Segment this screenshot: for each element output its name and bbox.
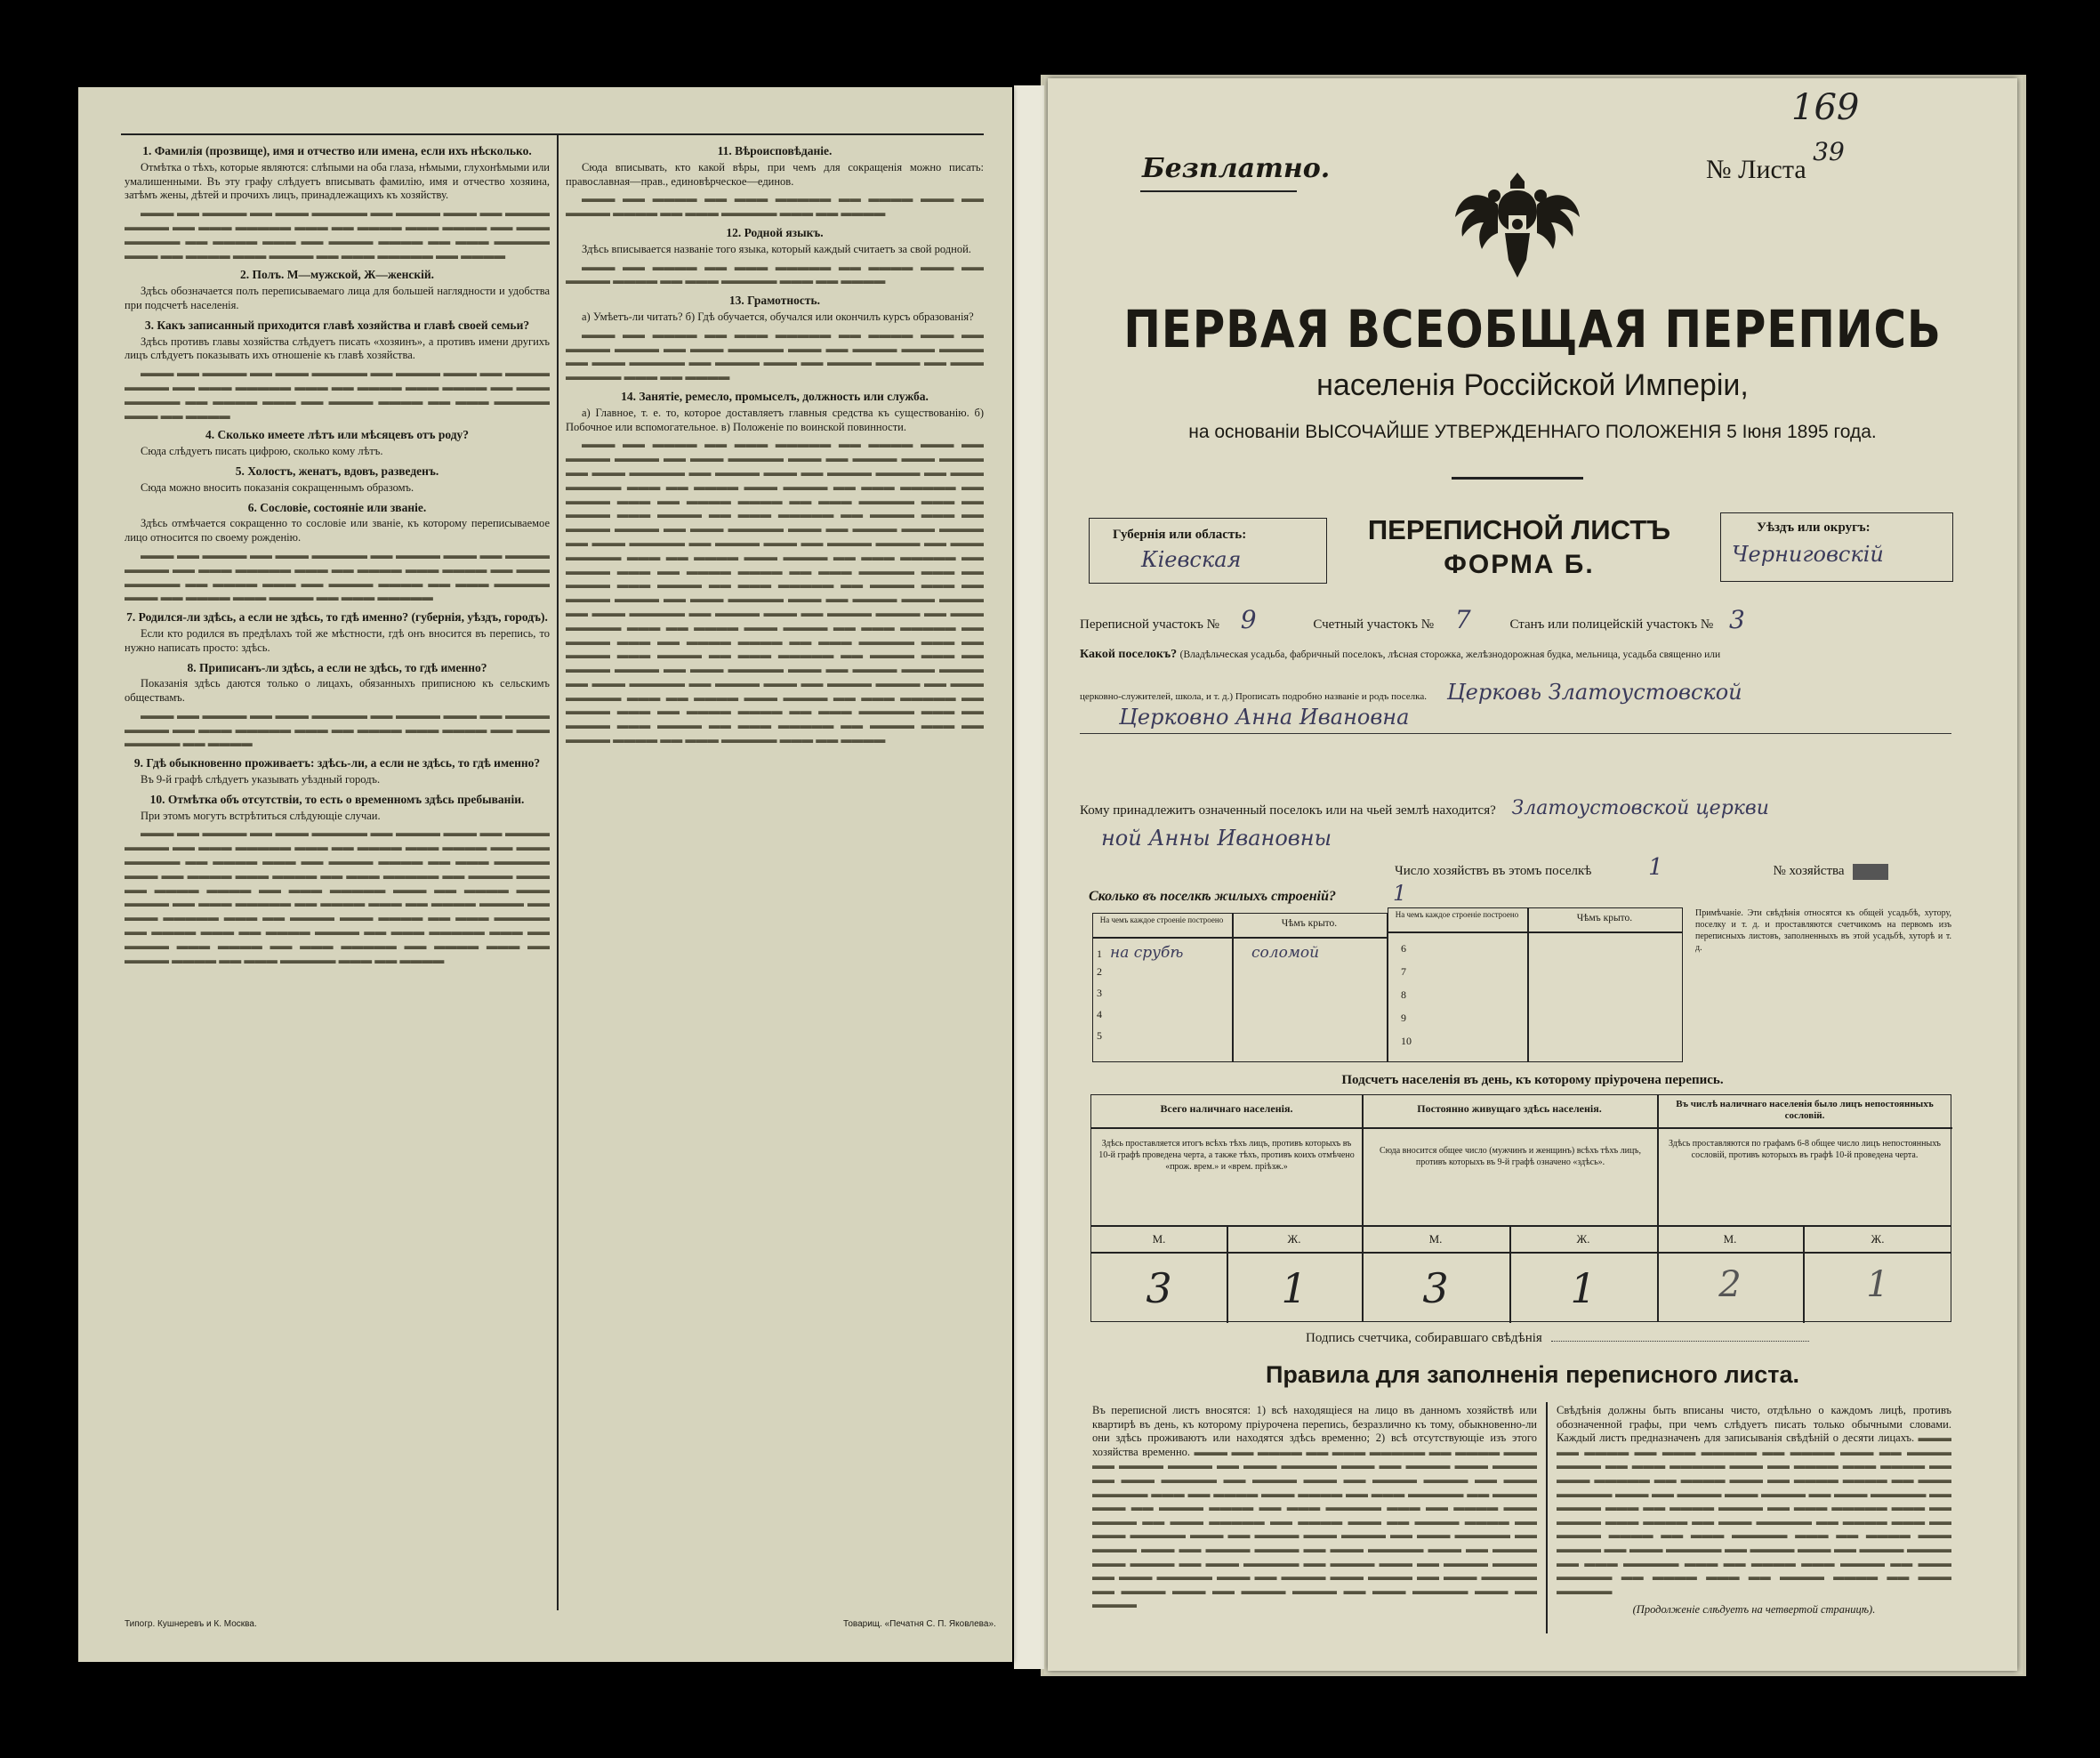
building-row: 6 [1401,942,1406,955]
section-body: Показанія здѣсь даются только о лицахъ, обязанныхъ приписною къ сельскимъ обществамъ. [125,677,550,705]
counter-signature [1306,1331,1982,1346]
building-row: 4 [1097,1008,1102,1020]
sheet-number-value: 39 [1813,137,1845,166]
form-title: ПЕРЕПИСНОЙ ЛИСТЪ [1367,514,1671,545]
district-value: Черниговскій [1732,542,1884,567]
building-row: 5 [1097,1029,1102,1042]
section-heading: 12. Родной языкъ. [726,225,824,239]
section-heading: 14. Занятіе, ремесло, промыселъ, должность или служба. [621,389,929,403]
counter-signature-label: Подпись счетчика, собиравшаго свѣдѣнія [1306,1331,1542,1345]
footer-right: Товарищ. «Печатня С. П. Яковлева». [843,1619,996,1629]
buildings-header-built: На чемъ каждое строеніе построено [1395,910,1519,919]
owner-row [1080,797,1960,819]
right-column [566,139,984,751]
pop-note-nonpermanent: Здѣсь проставляются по графамъ 6-8 общее число лицъ непостоянныхъ сословій, противъ которыхъ въ графѣ 10-й проведена черта. [1669,1139,1941,1160]
pop-value: 2 [1718,1264,1742,1305]
settlement-value: Церковь Златоустовской [1446,680,1742,705]
owner-label: Кому принадлежитъ означенный поселокъ или на чьей землѣ находится? [1080,803,1496,818]
pop-header-permanent: Постоянно живущаго здѣсь населенія. [1417,1102,1602,1115]
rules-divider [1546,1402,1548,1633]
section-8 [125,661,550,752]
province-box [1089,518,1327,584]
section-13 [566,294,984,384]
buildings-table-left [1092,913,1388,1062]
dwellings-row [1089,881,1622,906]
sex-label: Ж. [1871,1232,1885,1246]
buildings-header-built: На чемъ каждое строеніе построено [1099,915,1224,924]
top-rule [121,133,984,135]
section-body: Здѣсь противъ главы хозяйства слѣдуетъ писать «хозяинъ», а противъ имени другихъ лицъ слѣдуетъ показывать ихъ отношеніе къ главѣ хозяйства. [125,335,550,362]
section-body: При этомъ могутъ встрѣтиться слѣдующіе случаи. [141,809,381,822]
buildings-header-roof: Чѣмъ крыто. [1576,913,1633,923]
settlement-hint-2: церковно-служителей, школа, и т. д.) Прописать подробно названіе и родъ поселка. [1080,691,1427,702]
section-heading: 3. Какъ записанный приходится главѣ хозяйства и главѣ своей семьи? [144,318,530,332]
population-table [1090,1094,1951,1322]
building-row: 9 [1401,1012,1406,1024]
section-heading: 7. Родился-ли здѣсь, а если не здѣсь, то гдѣ именно? (губернія, уѣздъ, городъ). [126,610,548,625]
sex-label: М. [1428,1232,1443,1246]
rules-left-text: Въ переписной листъ вносятся: 1) всѣ находящіеся на лицо въ данномъ хозяйствѣ или квартирѣ въ день, къ которому пріурочена перепись, безразлично къ тому, обыкновенно-ли они здѣсь проживаютъ или находятся здѣсь временно; 2) всѣ отсутствующіе изъ этого хозяйства временно. [1092,1404,1537,1458]
title-divider [1452,477,1583,480]
section-body: Здѣсь вписывается названіе того языка, который каждый считаетъ за свой родной. [582,242,971,255]
free-underline [1140,190,1297,192]
pop-value: 3 [1422,1264,1449,1312]
households-value: 1 [1648,854,1663,881]
pop-note-total: Здѣсь проставляется итогъ всѣхъ тѣхъ лицъ, противъ которыхъ въ 10-й графѣ проведена черта, а также тѣхъ, противъ коихъ отмѣчено «прож. врем.» и «врем. пріѣзж.» [1098,1139,1355,1172]
right-page [1048,78,2017,1671]
pop-note-permanent: Сюда вносится общее число (мужчинъ и женщинъ) всѣхъ тѣхъ лицъ, противъ которыхъ въ 9-й графѣ означено «здѣсь». [1380,1146,1641,1167]
form-name: ФОРМА Б. [1444,550,1595,579]
owner-value: Златоустовской церкви [1511,797,1769,819]
imperial-eagle-icon [1452,169,1583,285]
rules-title: Правила для заполненія переписного листа. [1265,1361,1800,1388]
settlement-underline [1080,733,1951,734]
rules-right [1557,1404,1951,1617]
pop-header-nonpermanent: Въ числѣ наличнаго населенія было лицъ непостоянныхъ сословій. [1676,1099,1934,1121]
district-box [1720,512,1953,582]
filler-text: ▬▬▬ ▬▬ ▬▬▬▬ ▬▬ ▬▬▬ ▬▬▬▬▬ ▬▬ ▬▬▬▬ ▬▬▬ ▬▬ ▬▬▬▬ ▬▬▬▬ ▬▬ ▬▬▬ ▬▬▬▬▬ ▬▬▬ ▬▬ ▬▬▬▬ ▬▬▬ ▬▬▬▬ ▬▬ ▬▬▬ ▬▬▬▬▬ ▬▬ ▬▬▬▬ ▬▬▬ ▬▬ ▬▬▬▬ ▬▬▬▬ ▬▬ ▬▬▬ ▬▬▬▬▬ ▬▬▬ ▬▬ ▬▬▬▬ ▬▬▬ ▬▬▬▬ ▬▬ ▬▬▬ ▬▬▬▬▬ ▬▬ ▬▬▬▬ ▬▬▬ ▬▬ ▬▬▬▬ ▬▬▬▬ ▬▬ ▬▬▬ ▬▬▬▬▬ ▬▬▬ ▬▬ ▬▬▬▬ ▬▬▬ ▬▬▬▬ ▬▬ ▬▬▬ ▬▬▬▬▬ ▬▬ ▬▬▬▬ ▬▬▬ ▬▬ ▬▬▬▬ ▬▬▬▬ ▬▬ ▬▬▬ ▬▬▬▬▬ ▬▬▬ ▬▬ ▬▬▬▬ ▬▬▬ ▬▬▬▬ ▬▬ ▬▬▬ ▬▬▬▬▬ ▬▬ ▬▬▬▬ ▬▬▬ ▬▬ ▬▬▬▬ ▬▬▬▬ ▬▬ ▬▬▬ ▬▬▬▬▬ ▬▬▬ ▬▬ ▬▬▬▬ ▬▬▬ ▬▬▬▬ ▬▬ ▬▬▬ ▬▬▬▬▬ ▬▬ ▬▬▬▬ ▬▬▬ ▬▬ ▬▬▬▬ ▬▬▬▬ ▬▬ ▬▬▬ ▬▬▬▬▬ ▬▬▬ ▬▬ ▬▬▬▬ ▬▬▬ ▬▬▬▬ ▬▬ ▬▬▬ ▬▬▬▬▬ ▬▬ ▬▬▬▬ ▬▬▬ ▬▬ ▬▬▬▬ ▬▬▬▬ ▬▬ ▬▬▬ ▬▬▬▬▬ ▬▬▬ ▬▬ ▬▬▬▬ [1092,1445,1538,1611]
section-2 [125,268,550,312]
filler-text: ▬▬▬ ▬▬ ▬▬▬▬ ▬▬ ▬▬▬ ▬▬▬▬▬ ▬▬ ▬▬▬▬ ▬▬▬ ▬▬ ▬▬▬▬ ▬▬▬▬ ▬▬ ▬▬▬ ▬▬▬▬▬ ▬▬▬ ▬▬ ▬▬▬▬ ▬▬▬ ▬▬▬▬ ▬▬ ▬▬▬ ▬▬▬▬▬ ▬▬ ▬▬▬▬ ▬▬▬ ▬▬ ▬▬▬▬ ▬▬▬▬ ▬▬ ▬▬▬ ▬▬▬▬▬ ▬▬▬ ▬▬ ▬▬▬▬ [125,367,550,422]
section-body: Здѣсь отмѣчается сокращенно то сословіе или званіе, къ которому переписываемое лицо относится по своему рожденію. [125,517,550,544]
section-heading: 9. Гдѣ обыкновенно проживаетъ: здѣсь-ли, а если не здѣсь, то гдѣ именно? [133,756,541,770]
section-body: Сюда слѣдуетъ писать цифрою, сколько кому лѣтъ. [141,445,383,458]
section-3 [125,319,550,423]
settlement-row [1080,648,1960,662]
building-row: 1 на срубѣ соломой [1097,944,1320,962]
households-label: Число хозяйствъ въ этомъ поселкѣ [1395,864,1592,878]
filler-text: ▬▬▬ ▬▬ ▬▬▬▬ ▬▬ ▬▬▬ ▬▬▬▬▬ ▬▬ ▬▬▬▬ ▬▬▬ ▬▬ ▬▬▬▬ ▬▬▬▬ ▬▬ ▬▬▬ ▬▬▬▬▬ ▬▬▬ ▬▬ ▬▬▬▬ [566,260,984,287]
pop-value: 1 [1866,1264,1889,1305]
footer-left: Типогр. Кушнеревъ и К. Москва. [125,1619,257,1629]
building-row: 7 [1401,965,1406,978]
count-plot-value: 7 [1454,605,1471,634]
filler-text: ▬▬▬ ▬▬ ▬▬▬▬ ▬▬ ▬▬▬ ▬▬▬▬▬ ▬▬ ▬▬▬▬ ▬▬▬ ▬▬ ▬▬▬▬ ▬▬▬▬ ▬▬ ▬▬▬ ▬▬▬▬▬ ▬▬▬ ▬▬ ▬▬▬▬ ▬▬▬ ▬▬▬▬ ▬▬ ▬▬▬ ▬▬▬▬▬ ▬▬ ▬▬▬▬ ▬▬▬ ▬▬ ▬▬▬▬ ▬▬▬▬ ▬▬ ▬▬▬ ▬▬▬▬▬ ▬▬▬ ▬▬ ▬▬▬▬ ▬▬▬ ▬▬▬▬ ▬▬ ▬▬▬ ▬▬▬▬▬ ▬▬ ▬▬▬▬ ▬▬▬ ▬▬ ▬▬▬▬ ▬▬▬▬ ▬▬ ▬▬▬ ▬▬▬▬▬ ▬▬▬ ▬▬ ▬▬▬▬ ▬▬▬ ▬▬▬▬ ▬▬ ▬▬▬ ▬▬▬▬▬ ▬▬ ▬▬▬▬ ▬▬▬ ▬▬ ▬▬▬▬ ▬▬▬▬ ▬▬ ▬▬▬ ▬▬▬▬▬ ▬▬▬ ▬▬ ▬▬▬▬ ▬▬▬ ▬▬▬▬ ▬▬ ▬▬▬ ▬▬▬▬▬ ▬▬ ▬▬▬▬ ▬▬▬ ▬▬ ▬▬▬▬ ▬▬▬▬ ▬▬ ▬▬▬ ▬▬▬▬▬ ▬▬▬ ▬▬ ▬▬▬▬ ▬▬▬ ▬▬▬▬ ▬▬ ▬▬▬ ▬▬▬▬▬ ▬▬ ▬▬▬▬ ▬▬▬ ▬▬ ▬▬▬▬ ▬▬▬▬ ▬▬ ▬▬▬ ▬▬▬▬▬ ▬▬▬ ▬▬ ▬▬▬▬ [125,827,550,966]
census-plot-label: Переписной участокъ № [1080,617,1219,632]
census-basis: на основаніи ВЫСОЧАЙШЕ УТВЕРЖДЕННАГО ПОЛОЖЕНІЯ 5 Іюня 1895 года. [1188,422,1877,442]
settlement-value-2: Церковно Анна Ивановна [1119,705,1410,730]
sheet-number [1706,137,1845,185]
section-body: а) Главное, т. е. то, которое доставляетъ главныя средства къ существованію. б) Побочное или вспомогательное. в) Положеніе по воинской повинности. [566,406,984,433]
sex-label: Ж. [1287,1232,1301,1246]
left-page [78,87,1012,1662]
filler-text: ▬▬▬ ▬▬ ▬▬▬▬ ▬▬ ▬▬▬ ▬▬▬▬▬ ▬▬ ▬▬▬▬ ▬▬▬ ▬▬ ▬▬▬▬ ▬▬▬▬ ▬▬ ▬▬▬ ▬▬▬▬▬ ▬▬▬ ▬▬ ▬▬▬▬ ▬▬▬ ▬▬▬▬ ▬▬ ▬▬▬ ▬▬▬▬▬ ▬▬ ▬▬▬▬ ▬▬▬ ▬▬ ▬▬▬▬ ▬▬▬▬ ▬▬ ▬▬▬ ▬▬▬▬▬ ▬▬▬ ▬▬ ▬▬▬▬ ▬▬▬ ▬▬▬▬ ▬▬ ▬▬▬ ▬▬▬▬▬ ▬▬ ▬▬▬▬ [125,206,550,262]
section-14 [566,390,984,747]
section-heading: 11. Вѣроисповѣданіе. [717,144,833,157]
section-body: Въ 9-й графѣ слѣдуетъ указывать уѣздный городъ. [141,773,381,786]
police-value: 3 [1728,605,1745,634]
dwellings-value: 1 [1393,881,1407,906]
household-no-label: № хозяйства [1773,864,1845,878]
household-no-redacted [1853,864,1888,880]
section-body: Здѣсь обозначается полъ переписываемаго лица для большей наглядности и удобства при подсчетѣ населенія. [125,285,550,311]
census-title: ПЕРВАЯ ВСЕОБЩАЯ ПЕРЕПИСЬ [1123,299,1942,359]
police-label: Станъ или полицейскій участокъ № [1509,617,1714,632]
building-row: 3 [1097,987,1102,999]
left-column [125,139,550,971]
sex-label: М. [1723,1232,1737,1246]
settlement-hint: (Владѣльческая усадьба, фабричный поселокъ, лѣсная сторожка, желѣзнодорожная будка, мельница, усадьба священно или [1179,649,1721,660]
section-heading: 2. Полъ. М—мужской, Ж—женскій. [239,268,435,282]
section-12 [566,226,984,288]
section-heading: 8. Приписанъ-ли здѣсь, а если не здѣсь, то гдѣ именно? [187,660,487,674]
section-body: а) Умѣетъ-ли читать? б) Гдѣ обучается, обучался или окончилъ курсъ образованія? [582,310,974,323]
count-plot-label: Счетный участокъ № [1313,617,1435,632]
settlement-row-2 [1080,680,1960,705]
province-label: Губернія или область: [1113,528,1247,542]
filler-text: ▬▬▬ ▬▬ ▬▬▬▬ ▬▬ ▬▬▬ ▬▬▬▬▬ ▬▬ ▬▬▬▬ ▬▬▬ ▬▬ ▬▬▬▬ ▬▬▬▬ ▬▬ ▬▬▬ ▬▬▬▬▬ ▬▬▬ ▬▬ ▬▬▬▬ ▬▬▬ ▬▬▬▬ ▬▬ ▬▬▬ ▬▬▬▬▬ ▬▬ ▬▬▬▬ ▬▬▬ ▬▬ ▬▬▬▬ ▬▬▬▬ ▬▬ ▬▬▬ ▬▬▬▬▬ ▬▬▬ ▬▬ ▬▬▬▬ ▬▬▬ ▬▬▬▬ ▬▬ ▬▬▬ ▬▬▬▬▬ ▬▬ ▬▬▬▬ ▬▬▬ ▬▬ ▬▬▬▬ ▬▬▬▬ ▬▬ ▬▬▬ ▬▬▬▬▬ ▬▬▬ ▬▬ ▬▬▬▬ ▬▬▬ ▬▬▬▬ ▬▬ ▬▬▬ ▬▬▬▬▬ ▬▬ ▬▬▬▬ ▬▬▬ ▬▬ ▬▬▬▬ ▬▬▬▬ ▬▬ ▬▬▬ ▬▬▬▬▬ ▬▬▬ ▬▬ ▬▬▬▬ ▬▬▬ ▬▬▬▬ ▬▬ ▬▬▬ ▬▬▬▬▬ ▬▬ ▬▬▬▬ ▬▬▬ ▬▬ ▬▬▬▬ ▬▬▬▬ ▬▬ ▬▬▬ ▬▬▬▬▬ ▬▬▬ ▬▬ ▬▬▬▬ ▬▬▬ ▬▬▬▬ ▬▬ ▬▬▬ ▬▬▬▬▬ ▬▬ ▬▬▬▬ ▬▬▬ ▬▬ ▬▬▬▬ ▬▬▬▬ ▬▬ ▬▬▬ ▬▬▬▬▬ ▬▬▬ ▬▬ ▬▬▬▬ ▬▬▬ ▬▬▬▬ ▬▬ ▬▬▬ ▬▬▬▬▬ ▬▬ ▬▬▬▬ ▬▬▬ ▬▬ ▬▬▬▬ ▬▬▬▬ ▬▬ ▬▬▬ ▬▬▬▬▬ ▬▬▬ ▬▬ ▬▬▬▬ ▬▬▬ ▬▬▬▬ ▬▬ ▬▬▬ ▬▬▬▬▬ ▬▬ ▬▬▬▬ ▬▬▬ ▬▬ ▬▬▬▬ ▬▬▬▬ ▬▬ ▬▬▬ ▬▬▬▬▬ ▬▬▬ ▬▬ ▬▬▬▬ ▬▬▬ ▬▬▬▬ ▬▬ ▬▬▬ ▬▬▬▬▬ ▬▬ ▬▬▬▬ ▬▬▬ ▬▬ ▬▬▬▬ ▬▬▬▬ ▬▬ ▬▬▬ ▬▬▬▬▬ ▬▬▬ ▬▬ ▬▬▬▬ ▬▬▬ ▬▬▬▬ ▬▬ ▬▬▬ ▬▬▬▬▬ ▬▬ ▬▬▬▬ ▬▬▬ ▬▬ ▬▬▬▬ ▬▬▬▬ ▬▬ ▬▬▬ ▬▬▬▬▬ ▬▬▬ ▬▬ ▬▬▬▬ ▬▬▬ ▬▬▬▬ ▬▬ ▬▬▬ ▬▬▬▬▬ ▬▬ ▬▬▬▬ ▬▬▬ ▬▬ ▬▬▬▬ ▬▬▬▬ ▬▬ ▬▬▬ ▬▬▬▬▬ ▬▬▬ ▬▬ ▬▬▬▬ ▬▬▬ ▬▬▬▬ ▬▬ ▬▬▬ ▬▬▬▬▬ ▬▬ ▬▬▬▬ ▬▬▬ ▬▬ ▬▬▬▬ ▬▬▬▬ ▬▬ ▬▬▬ ▬▬▬▬▬ ▬▬▬ ▬▬ ▬▬▬▬ ▬▬▬ ▬▬▬▬ ▬▬ ▬▬▬ ▬▬▬▬▬ ▬▬ ▬▬▬▬ ▬▬▬ ▬▬ ▬▬▬▬ ▬▬▬▬ ▬▬ ▬▬▬ ▬▬▬▬▬ ▬▬▬ ▬▬ ▬▬▬▬ [566,438,984,746]
owner-value-2: ной Анны Ивановны [1101,826,1332,851]
pop-value: 1 [1570,1264,1597,1312]
section-heading: 13. Грамотность. [728,294,821,308]
rules-right-text: Свѣдѣнія должны быть вписаны чисто, отдѣльно о каждомъ лицѣ, противъ обозначенной графы, при чемъ слѣдуетъ писать только обычными словами. Каждый листъ предназначенъ для записыванія свѣдѣній о десяти лицахъ. [1557,1404,1951,1445]
buildings-remark: Примѣчаніе. Эти свѣдѣнія относятся къ общей усадьбѣ, хутору, поселку и т. д. и проставляются счетчикомъ на первомъ изъ переписныхъ листовъ, заполненныхъ въ этой усадьбѣ, хуторѣ и т. д. [1695,908,1951,953]
section-body: Отмѣтка о тѣхъ, которые являются: слѣпыми на оба глаза, нѣмыми, глухонѣмыми или умалишенными. Въ эту графу слѣдуетъ вписывать фамилію, имя и отчество хозяина, затѣмъ жены, дѣтей и прочихъ лицъ, принадлежащихъ къ хозяйству. [125,160,550,202]
district-label: Уѣздъ или округъ: [1757,520,1871,535]
section-1 [125,144,550,262]
filler-text: ▬▬▬ ▬▬ ▬▬▬▬ ▬▬ ▬▬▬ ▬▬▬▬▬ ▬▬ ▬▬▬▬ ▬▬▬ ▬▬ ▬▬▬▬ ▬▬▬▬ ▬▬ ▬▬▬ ▬▬▬▬▬ ▬▬▬ ▬▬ ▬▬▬▬ ▬▬▬ ▬▬▬▬ ▬▬ ▬▬▬ ▬▬▬▬▬ ▬▬ ▬▬▬▬ ▬▬▬ ▬▬ ▬▬▬▬ ▬▬▬▬ ▬▬ ▬▬▬ ▬▬▬▬▬ ▬▬▬ ▬▬ ▬▬▬▬ [566,327,984,383]
section-body: Сюда можно вносить показанія сокращеннымъ образомъ. [141,480,414,494]
filler-text: ▬▬▬ ▬▬ ▬▬▬▬ ▬▬ ▬▬▬ ▬▬▬▬▬ ▬▬ ▬▬▬▬ ▬▬▬ ▬▬ ▬▬▬▬ ▬▬▬▬ ▬▬ ▬▬▬ ▬▬▬▬▬ ▬▬▬ ▬▬ ▬▬▬▬ ▬▬▬ ▬▬▬▬ ▬▬ ▬▬▬ ▬▬▬▬▬ ▬▬ ▬▬▬▬ ▬▬▬ ▬▬ ▬▬▬▬ ▬▬▬▬ ▬▬ ▬▬▬ ▬▬▬▬▬ ▬▬▬ ▬▬ ▬▬▬▬ ▬▬▬ ▬▬▬▬ ▬▬ ▬▬▬ ▬▬▬▬▬ ▬▬ ▬▬▬▬ ▬▬▬ ▬▬ ▬▬▬▬ ▬▬▬▬ ▬▬ ▬▬▬ ▬▬▬▬▬ ▬▬▬ ▬▬ ▬▬▬▬ ▬▬▬ ▬▬▬▬ ▬▬ ▬▬▬ ▬▬▬▬▬ ▬▬ ▬▬▬▬ ▬▬▬ ▬▬ ▬▬▬▬ ▬▬▬▬ ▬▬ ▬▬▬ ▬▬▬▬▬ ▬▬▬ ▬▬ ▬▬▬▬ ▬▬▬ ▬▬▬▬ ▬▬ ▬▬▬ ▬▬▬▬▬ ▬▬ ▬▬▬▬ ▬▬▬ ▬▬ ▬▬▬▬ ▬▬▬▬ ▬▬ ▬▬▬ ▬▬▬▬▬ ▬▬▬ ▬▬ ▬▬▬▬ ▬▬▬ ▬▬▬▬ ▬▬ ▬▬▬ ▬▬▬▬▬ ▬▬ ▬▬▬▬ ▬▬▬ ▬▬ ▬▬▬▬ ▬▬▬▬ ▬▬ ▬▬▬ ▬▬▬▬▬ [1557,1431,1952,1597]
pop-value: 1 [1281,1264,1307,1312]
population-title: Подсчетъ населенія въ день, къ которому пріурочена перепись. [1341,1073,1724,1087]
section-9 [125,756,550,787]
sheet-number-label: № Листа [1706,155,1806,184]
section-body: Если кто родился въ предѣлахъ той же мѣстности, гдѣ онъ вносится въ перепись, то нужно написать просто: здѣсь. [125,626,550,654]
rules-continue: (Продолженіе слѣдуетъ на четвертой страницѣ). [1632,1603,1876,1617]
page-number: 169 [1791,87,1860,128]
page-gutter [1014,85,1044,1669]
building-row: 10 [1401,1035,1412,1047]
sex-label: Ж. [1576,1232,1590,1246]
section-heading: 10. Отмѣтка объ отсутствіи, то есть о временномъ здѣсь пребываніи. [149,792,525,806]
section-heading: 1. Фамилія (прозвище), имя и отчество или имена, если ихъ нѣсколько. [142,144,532,157]
sex-label: М. [1152,1232,1166,1246]
section-5 [125,464,550,496]
section-heading: 4. Сколько имеете лѣтъ или мѣсяцевъ отъ роду? [205,428,470,442]
households-row [1395,854,1964,881]
census-plot-value: 9 [1240,605,1257,634]
free-label: Безплатно. [1142,153,1331,184]
section-4 [125,428,550,459]
filler-text: ▬▬▬ ▬▬ ▬▬▬▬ ▬▬ ▬▬▬ ▬▬▬▬▬ ▬▬ ▬▬▬▬ ▬▬▬ ▬▬ ▬▬▬▬ ▬▬▬▬ ▬▬ ▬▬▬ ▬▬▬▬▬ ▬▬▬ ▬▬ ▬▬▬▬ [566,192,984,220]
section-heading: 5. Холостъ, женатъ, вдовъ, разведенъ. [235,464,439,478]
rules-left [1092,1404,1537,1612]
pop-header-total: Всего наличнаго населенія. [1160,1102,1293,1115]
building-row: 2 [1097,965,1102,978]
filler-text: ▬▬▬ ▬▬ ▬▬▬▬ ▬▬ ▬▬▬ ▬▬▬▬▬ ▬▬ ▬▬▬▬ ▬▬▬ ▬▬ ▬▬▬▬ ▬▬▬▬ ▬▬ ▬▬▬ ▬▬▬▬▬ ▬▬▬ ▬▬ ▬▬▬▬ ▬▬▬ ▬▬▬▬ ▬▬ ▬▬▬ ▬▬▬▬▬ ▬▬ ▬▬▬▬ [125,708,550,750]
section-body: Сюда вписывать, кто какой вѣры, при чемъ для сокращенія можно писать: православная—прав., единовѣрческое—единов. [566,160,984,188]
section-heading: 6. Сословіе, состояніе или званіе. [247,500,427,514]
province-value: Кіевская [1141,547,1242,572]
signature-line [1551,1341,1809,1342]
column-divider [557,133,559,1610]
pop-value: 3 [1146,1264,1172,1312]
census-subtitle: населенія Россійской Имперіи, [1316,368,1749,402]
dwellings-label: Сколько въ поселкѣ жилыхъ строеній? [1089,889,1336,904]
filler-text: ▬▬▬ ▬▬ ▬▬▬▬ ▬▬ ▬▬▬ ▬▬▬▬▬ ▬▬ ▬▬▬▬ ▬▬▬ ▬▬ ▬▬▬▬ ▬▬▬▬ ▬▬ ▬▬▬ ▬▬▬▬▬ ▬▬▬ ▬▬ ▬▬▬▬ ▬▬▬ ▬▬▬▬ ▬▬ ▬▬▬ ▬▬▬▬▬ ▬▬ ▬▬▬▬ ▬▬▬ ▬▬ ▬▬▬▬ ▬▬▬▬ ▬▬ ▬▬▬ ▬▬▬▬▬ ▬▬▬ ▬▬ ▬▬▬▬ ▬▬▬ ▬▬▬▬ ▬▬ ▬▬▬ ▬▬▬▬▬ [125,548,550,604]
building-row: 8 [1401,988,1406,1001]
section-7 [125,610,550,655]
settlement-label: Какой поселокъ? [1080,648,1178,661]
section-11 [566,144,984,221]
buildings-table-right [1388,907,1683,1062]
plots-line [1080,605,1951,634]
section-6 [125,501,550,606]
section-10 [125,793,550,968]
buildings-header-roof: Чѣмъ крыто. [1281,918,1338,929]
